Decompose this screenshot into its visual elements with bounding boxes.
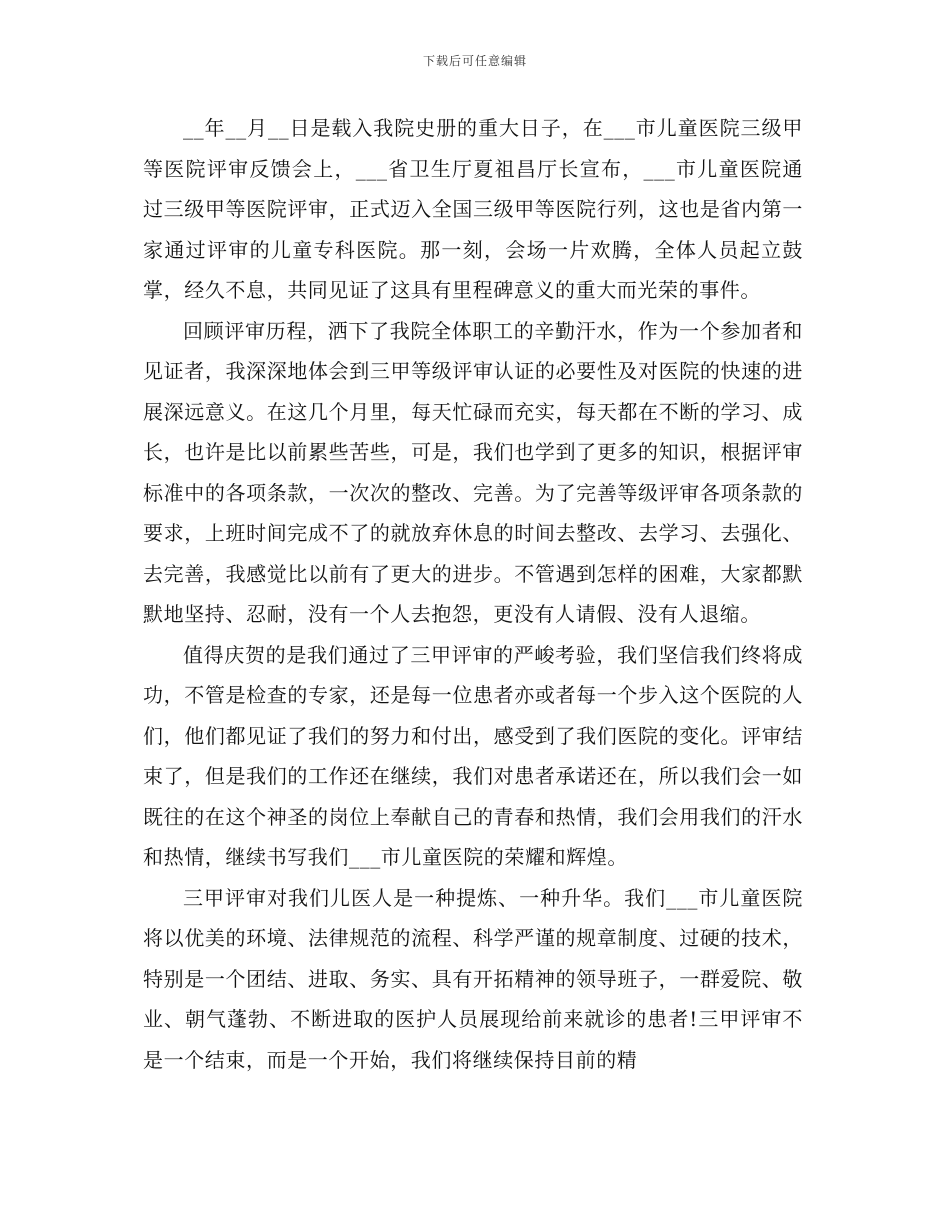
header-text: 下载后可任意编辑 (422, 54, 527, 68)
paragraph-1: __年__月__日是载入我院史册的重大日子，在___市儿童医院三级甲等医院评审反馈会上，___省卫生厅夏祖昌厅长宣布，___市儿童医院通过三级甲等医院评审，正式迈入全国三级甲等医院行列，这也是省内第一家通过评审的儿童专科医院。那一刻，会场一片欢腾，全体人员起立鼓掌，经久不息，共同见证了这具有里程碑意义的重大而光荣的事件。 (143, 116, 803, 302)
document-body (143, 108, 803, 1080)
page-header (0, 52, 950, 69)
paragraph-3: 值得庆贺的是我们通过了三甲评审的严峻考验，我们坚信我们终将成功，不管是检查的专家，还是每一位患者亦或者每一个步入这个医院的人们，他们都见证了我们的努力和付出，感受到了我们医院的变化。评审结束了，但是我们的工作还在继续，我们对患者承诺还在，所以我们会一如既往的在这个神圣的岗位上奉献自己的青春和热情，我们会用我们的汗水和热情，继续书写我们___市儿童医院的荣耀和辉煌。 (143, 642, 803, 869)
paragraph-4: 三甲评审对我们儿医人是一种提炼、一种升华。我们___市儿童医院将以优美的环境、法律规范的流程、科学严谨的规章制度、过硬的技术，特别是一个团结、进取、务实、具有开拓精神的领导班子，一群爱院、敬业、朝气蓬勃、不断进取的医护人员展现给前来就诊的患者!三甲评审不是一个结束，而是一个开始，我们将继续保持目前的精 (143, 885, 803, 1072)
paragraph-2: 回顾评审历程，洒下了我院全体职工的辛勤汗水，作为一个参加者和见证者，我深深地体会到三甲等级评审认证的必要性及对医院的快速的进展深远意义。在这几个月里，每天忙碌而充实，每天都在不断的学习、成长，也许是比以前累些苦些，可是，我们也学到了更多的知识，根据评审标准中的各项条款，一次次的整改、完善。为了完善等级评审各项条款的要求，上班时间完成不了的就放弃休息的时间去整改、去学习、去强化、去完善，我感觉比以前有了更大的进步。不管遇到怎样的困难，大家都默默地坚持、忍耐，没有一个人去抱怨，更没有人请假、没有人退缩。 (143, 318, 803, 626)
